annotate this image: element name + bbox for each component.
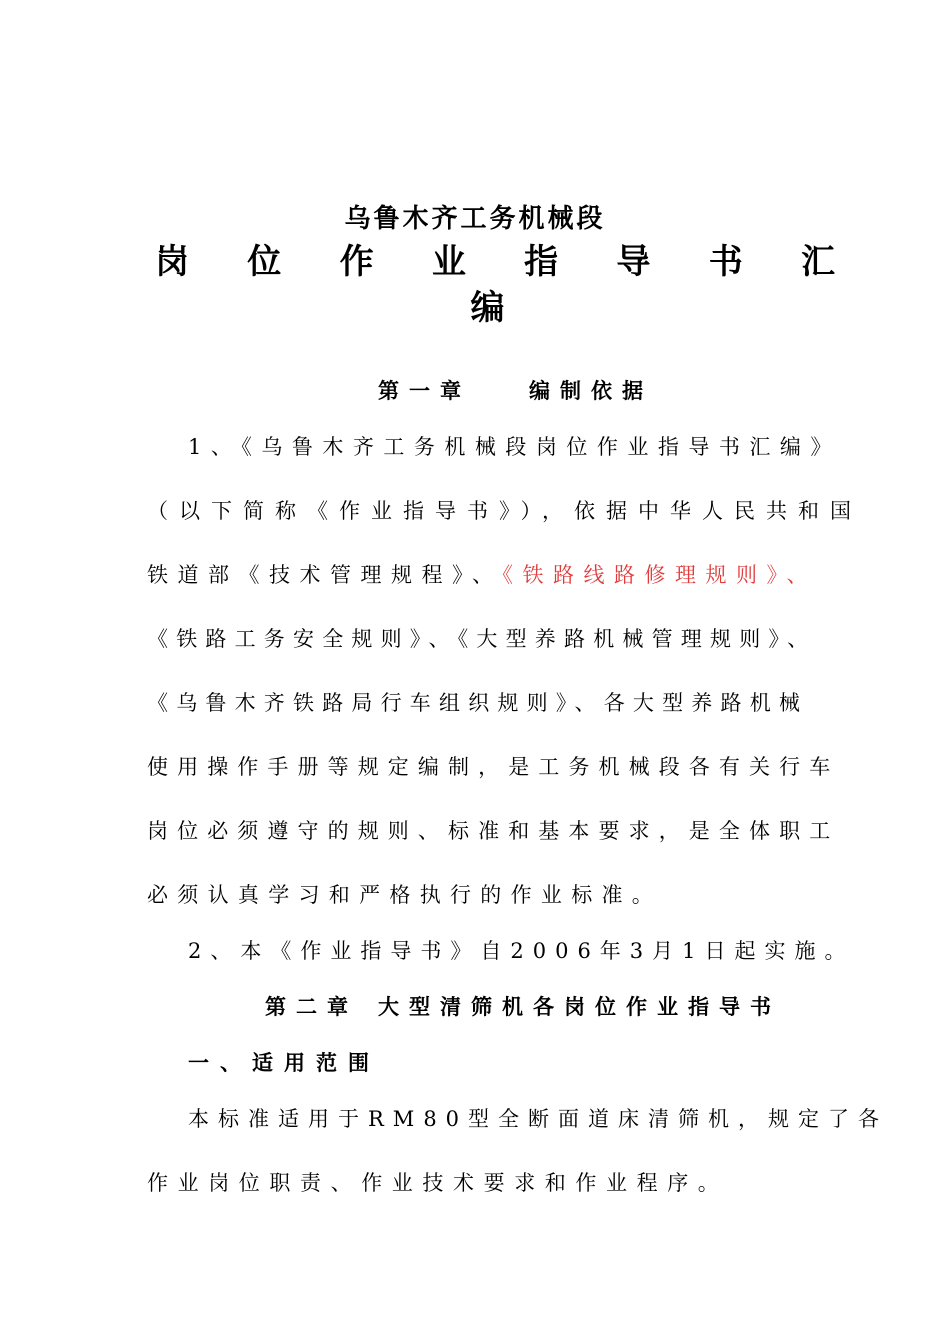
main-title-char: 汇 (800, 242, 835, 282)
org-title: 乌鲁木齐工务机械段 (344, 204, 606, 234)
paragraph-line: （以下简称《作业指导书》），依据中华人民共和国 (147, 499, 862, 523)
chapter1-title: 编制依据 (529, 379, 653, 403)
main-title-char: 作 (339, 242, 374, 282)
main-title (155, 240, 835, 284)
paragraph-line: 岗位必须遵守的规则、标准和基本要求，是全体职工 (147, 819, 840, 843)
chapter1-number: 第一章 (378, 379, 471, 403)
paragraph-line: 本标准适用于RM80型全断面道床清筛机，规定了各 (188, 1107, 889, 1131)
main-title-char: 位 (247, 242, 282, 282)
paragraph-line: 必须认真学习和严格执行的作业标准。 (147, 883, 663, 907)
paragraph-line: 1、《乌鲁木齐工务机械段岗位作业指导书汇编》 (188, 435, 841, 459)
chapter1-heading (378, 377, 653, 405)
main-title-char: 导 (616, 242, 651, 282)
main-title-char: 书 (708, 242, 743, 282)
paragraph-line: 2、本《作业指导书》自2006年3月1日起实施。 (188, 939, 855, 963)
main-title-char: 岗 (155, 242, 189, 282)
highlighted-regulation: 《铁路线路修理规则》、 (502, 563, 817, 587)
paragraph-line: 使用操作手册等规定编制，是工务机械段各有关行车 (147, 755, 840, 779)
section-heading: 一、适用范围 (188, 1051, 380, 1075)
chapter2-title: 大型清筛机各岗位作业指导书 (378, 995, 781, 1019)
main-title-tail: 编 (470, 288, 505, 328)
chapter2-number: 第二章 (265, 995, 358, 1019)
paragraph-line: 《乌鲁木齐铁路局行车组织规则》、各大型养路机械 (147, 691, 809, 715)
paragraph-line (147, 561, 817, 589)
line3-black-text: 铁道部《技术管理规程》、 (147, 563, 503, 587)
paragraph-line: 作业岗位职责、作业技术要求和作业程序。 (147, 1171, 729, 1195)
chapter2-heading (265, 993, 781, 1021)
paragraph-line: 《铁路工务安全规则》、《大型养路机械管理规则》、 (147, 627, 817, 651)
main-title-char: 业 (431, 242, 466, 282)
main-title-char: 指 (524, 242, 559, 282)
